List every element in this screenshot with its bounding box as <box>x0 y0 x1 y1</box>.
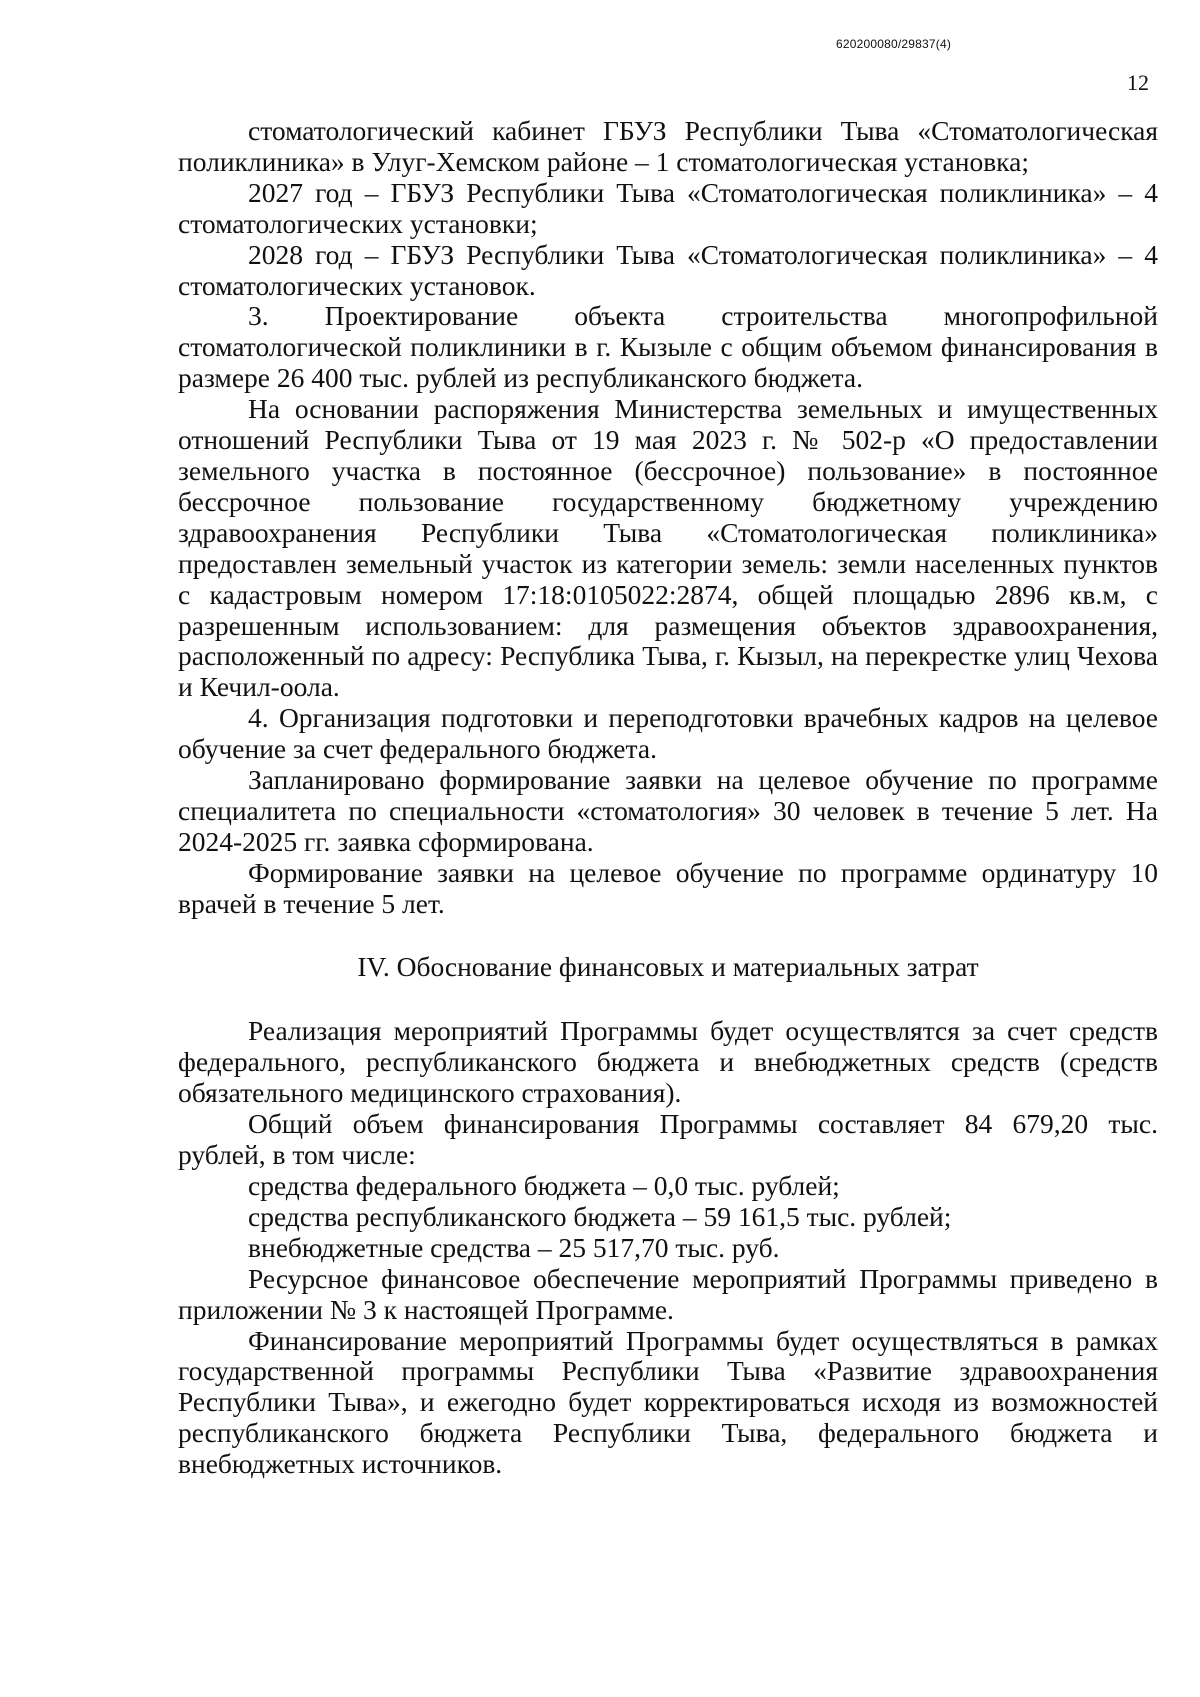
funding-line-republican: средства республиканского бюджета – 59 161,5 тыс. рублей; <box>248 1200 952 1232</box>
document-body <box>178 116 1158 1480</box>
paragraph-specialty-application: Запланировано формирование заявки на целевое обучение по программе специалитета по специальности «стоматология» 30 человек в течение 5 лет. На 2024-2025 гг. заявка сформирована. <box>178 764 1158 857</box>
paragraph-state-program-financing: Финансирование мероприятий Программы будет осуществляться в рамках государственной программы Республики Тыва «Развитие здравоохранения Республики Тыва», и ежегодно будет корректироваться исходя из возможностей республиканского бюджета Республики Тыва, федерального бюджета и внебюджетных источников. <box>178 1324 1158 1480</box>
paragraph-item-4-training: 4. Организация подготовки и переподготовки врачебных кадров на целевое обучение за счет федерального бюджета. <box>178 702 1158 765</box>
paragraph-year-2027: 2027 год – ГБУЗ Республики Тыва «Стоматологическая поликлиника» – 4 стоматологических установки; <box>178 176 1158 239</box>
paragraph-resource-appendix: Ресурсное финансовое обеспечение мероприятий Программы приведено в приложении № 3 к настоящей Программе. <box>178 1262 1158 1325</box>
document-id: 620200080/29837(4) <box>836 37 952 51</box>
paragraph-implementation-funding: Реализация мероприятий Программы будет осуществлятся за счет средств федерального, республиканского бюджета и внебюджетных средств (средств обязательного медицинского страхования). <box>178 1015 1158 1109</box>
paragraph-year-2028: 2028 год – ГБУЗ Республики Тыва «Стоматологическая поликлиника» – 4 стоматологических установок. <box>178 238 1158 301</box>
paragraph-land-order: На основании распоряжения Министерства земельных и имущественных отношений Республики Тыва от 19 мая 2023 г. № 502-р «О предоставлении земельного участка в постоянное (бессрочное) пользование» в постоянное бессрочное пользование государственному бюджетному учреждению здравоохранения Республики Тыва «Стоматологическая поликлиника» предоставлен земельный участок из категории земель: земли населенных пунктов с кадастровым номером 17:18:0105022:2874, общей площадью 2896 кв.м, с разрешенным использованием: для размещения объектов здравоохранения, расположенный по адресу: Республика Тыва, г. Кызыл, на перекрестке улиц Чехова и Кечил-оола. <box>178 393 1158 703</box>
funding-line-extrabudgetary: внебюджетные средства – 25 517,70 тыс. руб. <box>248 1231 780 1263</box>
paragraph-item-3-design: 3. Проектирование объекта строительства многопрофильной стоматологической поликлиники в г. Кызыле с общим объемом финансирования в размере 26 400 тыс. рублей из республиканского бюджета. <box>178 300 1158 394</box>
page-number: 12 <box>1127 70 1149 95</box>
paragraph-residency-application: Формирование заявки на целевое обучение по программе ординатуру 10 врачей в течение 5 лет. <box>178 856 1158 919</box>
section-heading: IV. Обоснование финансовых и материальных затрат <box>357 950 979 982</box>
paragraph-total-funding: Общий объем финансирования Программы составляет 84 679,20 тыс. рублей, в том числе: <box>178 1108 1158 1171</box>
funding-line-federal: средства федерального бюджета – 0,0 тыс. рублей; <box>248 1170 840 1201</box>
paragraph-dental-office: стоматологический кабинет ГБУЗ Республики Тыва «Стоматологическая поликлиника» в Улуг-Хемском районе – 1 стоматологическая установка; <box>178 115 1158 177</box>
